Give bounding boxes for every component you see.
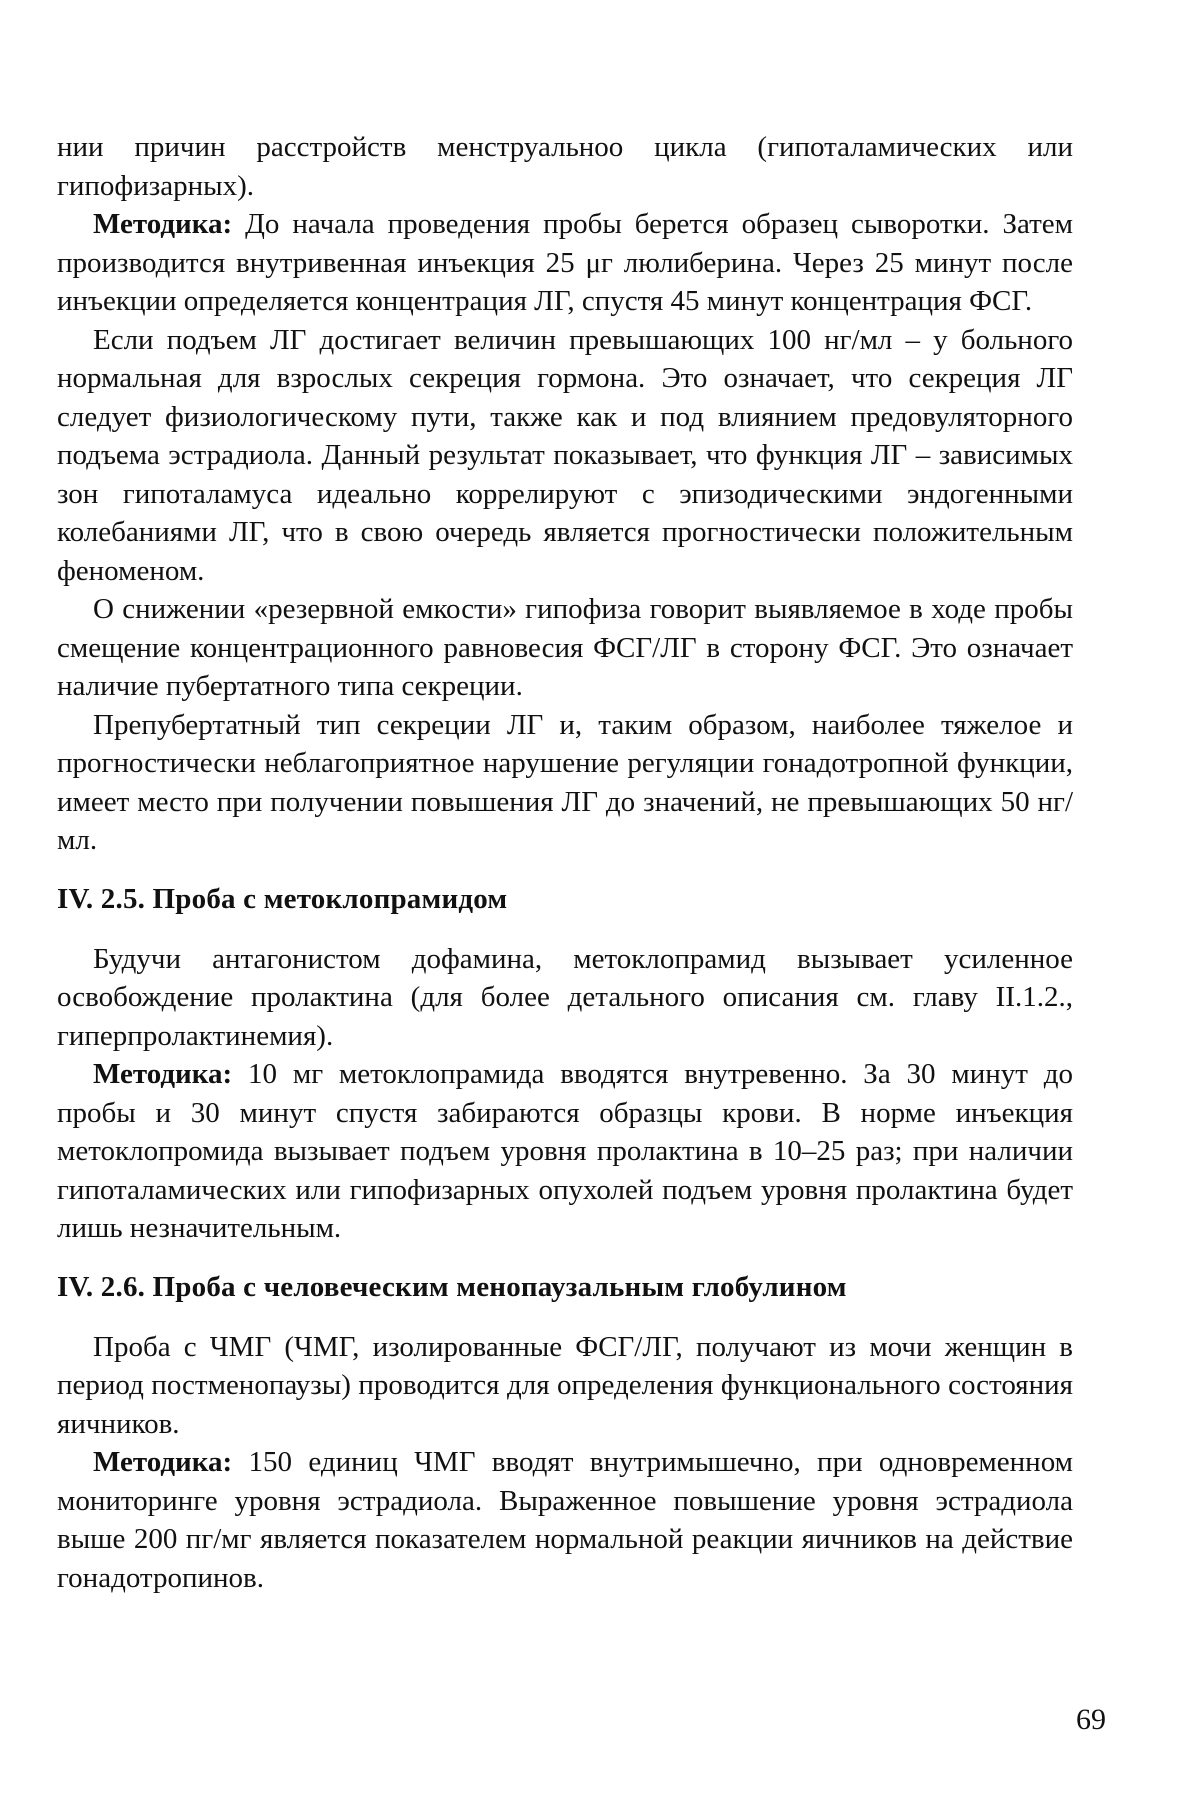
method-label: Методика:	[93, 1446, 233, 1478]
paragraph-method-lhrh	[57, 205, 1073, 321]
paragraph-continued: нии причин расстройств менструальноо цикла (гипоталамических или гипофизарных).	[57, 131, 1073, 202]
paragraph-metoclopramide-intro: Будучи антагонистом дофамина, метоклопрамид вызывает усиленное освобождение пролактина (для более детального описания см. главу II.1.2., гиперпролактинемия).	[57, 942, 1073, 1052]
method-label: Методика:	[93, 1058, 233, 1090]
paragraph-method-metoclopramide	[57, 1055, 1073, 1248]
method-label: Методика:	[93, 208, 233, 240]
page-body	[57, 128, 1073, 1597]
paragraph-hmg-intro: Проба с ЧМГ (ЧМГ, изолированные ФСГ/ЛГ, получают из мочи женщин в период постменопаузы) проводится для определения функционального состояния яичников.	[57, 1330, 1073, 1440]
section-heading-hmg: IV. 2.6. Проба с человеческим менопаузальным глобулином	[57, 1270, 847, 1303]
paragraph-prepubertal: Препубертатный тип секреции ЛГ и, таким образом, наиболее тяжелое и прогностически неблагоприятное нарушение регуляции гонадотропной функции, имеет место при получении повышения ЛГ до значений, не превышающих 50 нг/мл.	[57, 708, 1073, 856]
page-number: 69	[1076, 1703, 1106, 1736]
paragraph-text: 10 мг метоклопрамида вводятся внутревенно. За 30 минут до пробы и 30 минут спустя забираются образцы крови. В норме инъекция метоклопромида вызывает подъем уровня пролактина в 10–25 раз; при наличии гипоталамических или гипофизарных опухолей подъем уровня пролактина будет лишь незначительным.	[57, 1058, 1073, 1244]
paragraph-text: До начала проведения пробы берется образец сыворотки. Затем производится внутривенная инъекция 25 μг люлиберина. Через 25 минут после инъекции определяется концентрация ЛГ, спустя 45 минут концентрация ФСГ.	[57, 208, 1073, 317]
paragraph-text: 150 единиц ЧМГ вводят внутримышечно, при одновременном мониторинге уровня эстрадиола. Выраженное повышение уровня эстрадиола выше 200 пг/мг является показателем нормальной реакции яичников на действие гонадотропинов.	[57, 1446, 1073, 1594]
paragraph-lh-rise: Если подъем ЛГ достигает величин превышающих 100 нг/мл – у больного нормальная для взрослых секреция гормона. Это означает, что секреция ЛГ следует физиологическому пути, также как и под влиянием предовуляторного подъема эстрадиола. Данный результат показывает, что функция ЛГ – зависимых зон гипоталамуса идеально коррелируют с эпизодическими эндогенными колебаниями ЛГ, что в свою очередь является прогностически положительным феноменом.	[57, 323, 1073, 587]
section-heading-metoclopramide: IV. 2.5. Проба с метоклопрамидом	[57, 882, 508, 915]
paragraph-method-hmg	[57, 1443, 1073, 1597]
paragraph-reserve-capacity: О снижении «резервной емкости» гипофиза говорит выявляемое в ходе пробы смещение концентрационного равновесия ФСГ/ЛГ в сторону ФСГ. Это означает наличие пубертатного типа секреции.	[57, 593, 1073, 702]
